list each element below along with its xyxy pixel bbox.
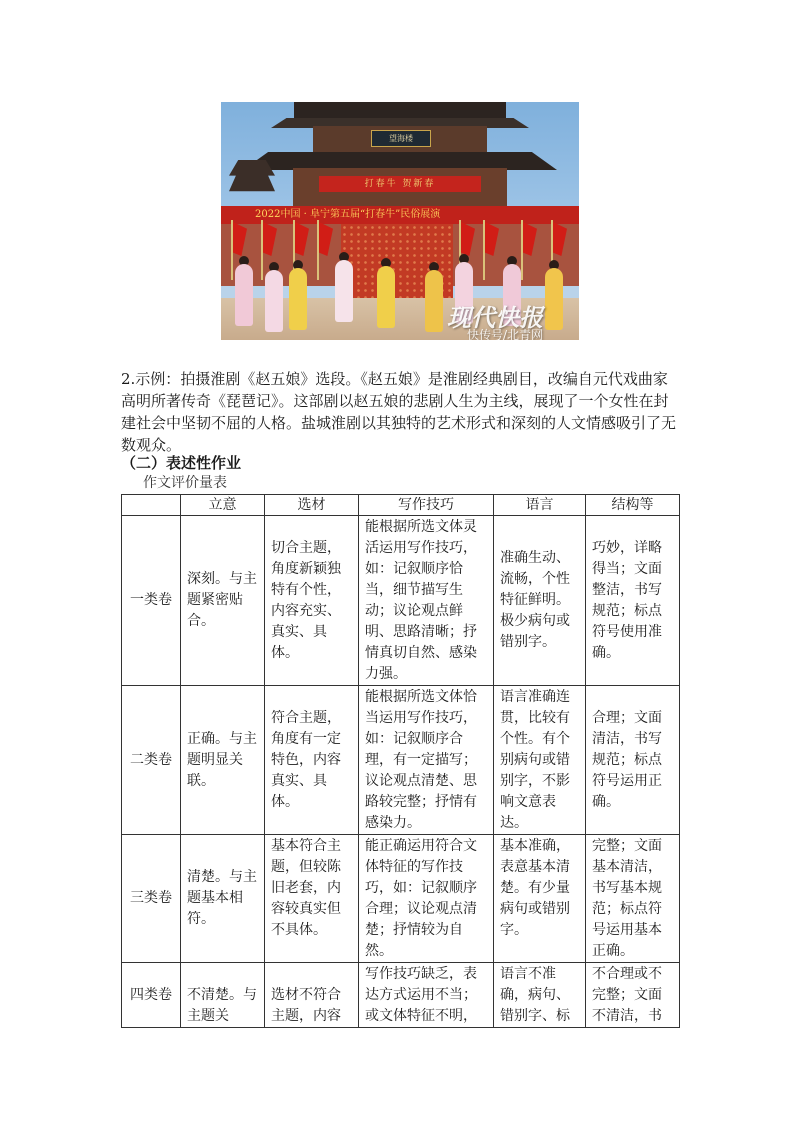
rubric-table [121, 494, 680, 1028]
header-cell: 立意 [181, 495, 265, 516]
flag-pole [231, 220, 233, 280]
performer [545, 268, 563, 330]
pagoda-silhouette [229, 160, 275, 212]
header-cell: 写作技巧 [359, 495, 494, 516]
table-cell: 正确。与主题明显关联。 [181, 686, 265, 835]
flag-pole [483, 220, 485, 280]
wall-banner: 2022中国 · 阜宁第五届“打春牛”民俗展演 [221, 206, 579, 224]
table-cell: 巧妙，详略得当；文面整洁，书写规范；标点符号使用准确。 [586, 516, 680, 686]
watermark-title: 现代快报 [447, 303, 543, 332]
example-paragraph [121, 368, 681, 456]
table-cell: 符合主题，角度有一定特色，内容真实、具体。 [265, 686, 359, 835]
flag-pole [317, 220, 319, 280]
table-cell: 写作技巧缺乏，表达方式运用不当；或文体特征不明， [359, 963, 494, 1028]
table-header-row [122, 495, 680, 516]
grade-cell: 四类卷 [122, 963, 181, 1028]
section-heading: （二）表述性作业 [121, 454, 242, 472]
table-cell: 能根据所选文体恰当运用写作技巧，如：记叙顺序合理，有一定描写；议论观点清楚、思路较完整；抒情有感染力。 [359, 686, 494, 835]
header-cell [122, 495, 181, 516]
grade-cell: 二类卷 [122, 686, 181, 835]
performer [265, 270, 283, 332]
table-caption: 作文评价量表 [143, 475, 227, 491]
table-cell: 选材不符合主题，内容 [265, 963, 359, 1028]
performer [335, 260, 353, 322]
table-row [122, 516, 680, 686]
table-cell: 能根据所选文体灵活运用写作技巧，如：记叙顺序恰当，细节描写生动；议论观点鲜明、思路清晰；抒情真切自然、感染力强。 [359, 516, 494, 686]
table-cell: 完整；文面基本清洁，书写基本规范；标点符号运用基本正确。 [586, 835, 680, 963]
example-lead: 2.示例： [121, 370, 181, 388]
table-cell: 切合主题，角度新颖独特有个性，内容充实、真实、具体。 [265, 516, 359, 686]
table-cell: 清楚。与主题基本相符。 [181, 835, 265, 963]
performer [425, 270, 443, 332]
header-cell: 选材 [265, 495, 359, 516]
example-text: 拍摄淮剧《赵五娘》选段。《赵五娘》是淮剧经典剧目，改编自元代戏曲家高明所著传奇《琵琶记》。这部剧以赵五娘的悲剧人生为主线，展现了一个女性在封建社会中坚韧不屈的人格。盐城淮剧以其独特的艺术形式和深刻的人文情感吸引了无数观众。 [121, 370, 677, 454]
table-row [122, 686, 680, 835]
watermark-source: 快传号/北青网 [467, 328, 544, 340]
tower-plaque: 望海楼 [371, 130, 431, 147]
table-row [122, 963, 680, 1028]
flag-pole [521, 220, 523, 280]
table-cell: 能正确运用符合文体特征的写作技巧，如：记叙顺序合理；议论观点清楚；抒情较为自然。 [359, 835, 494, 963]
table-cell: 合理；文面清洁，书写规范；标点符号运用正确。 [586, 686, 680, 835]
header-cell: 语言 [494, 495, 586, 516]
grade-cell: 三类卷 [122, 835, 181, 963]
table-cell: 准确生动、流畅，个性特征鲜明。极少病句或错别字。 [494, 516, 586, 686]
performer [377, 266, 395, 328]
table-cell: 语言不准确，病句、错别字、标 [494, 963, 586, 1028]
table-cell: 深刻。与主题紧密贴合。 [181, 516, 265, 686]
table-cell: 不合理或不完整；文面不清洁，书 [586, 963, 680, 1028]
grade-cell: 一类卷 [122, 516, 181, 686]
tower-red-banner: 打春牛 贺新春 [319, 176, 481, 192]
table-cell: 基本符合主题，但较陈旧老套，内容较真实但不具体。 [265, 835, 359, 963]
table-cell: 不清楚。与主题关 [181, 963, 265, 1028]
table-cell: 语言准确连贯，比较有个性。有个别病句或错别字，不影响文意表达。 [494, 686, 586, 835]
table-cell: 基本准确，表意基本清楚。有少量病句或错别字。 [494, 835, 586, 963]
header-cell: 结构等 [586, 495, 680, 516]
performer [235, 264, 253, 326]
performer [289, 268, 307, 330]
festival-photo [221, 102, 579, 340]
table-row [122, 835, 680, 963]
flag-pole [261, 220, 263, 280]
